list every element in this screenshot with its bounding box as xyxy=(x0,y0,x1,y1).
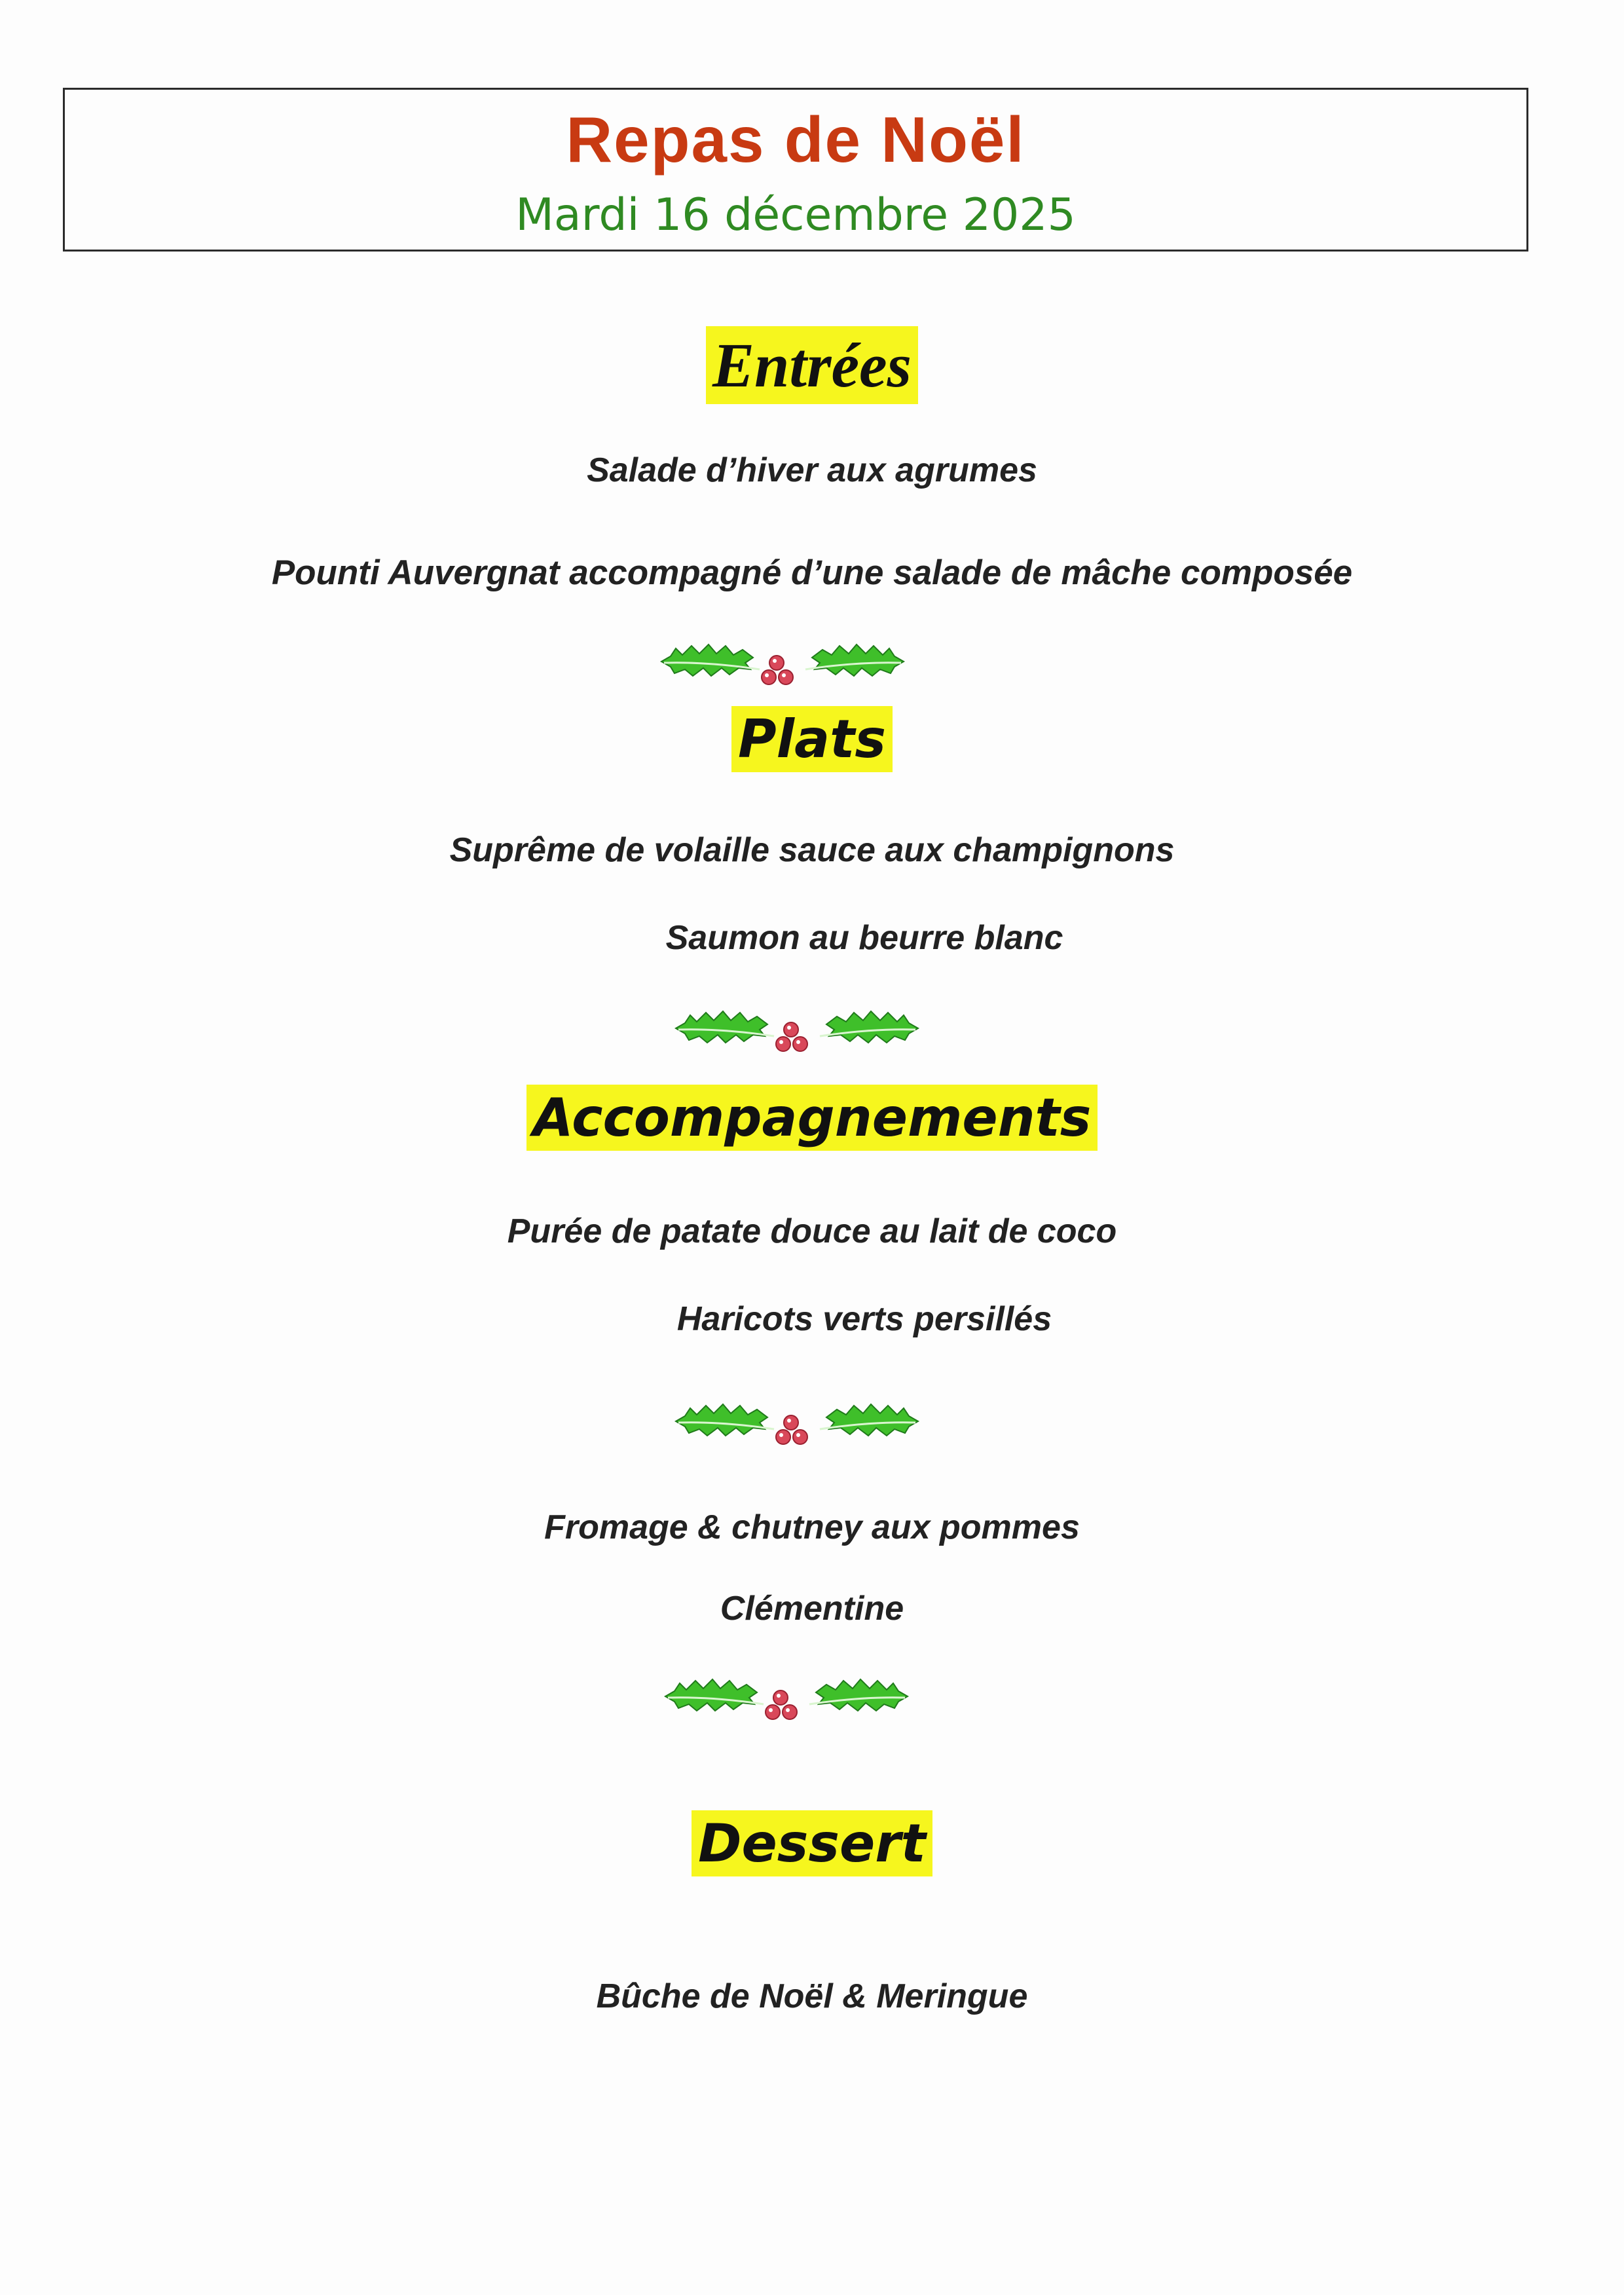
menu-item: Fromage & chutney aux pommes xyxy=(544,1508,1080,1546)
holly-icon xyxy=(669,1375,925,1454)
header-box xyxy=(63,88,1528,252)
holly-icon xyxy=(669,982,925,1061)
section-heading-dessert xyxy=(0,1810,1624,1876)
menu-item: Saumon au beurre blanc xyxy=(665,919,1063,957)
menu-item: Clémentine xyxy=(720,1590,904,1628)
menu-item: Pounti Auvergnat accompagné d’une salade de mâche composée xyxy=(271,553,1353,592)
menu-item: Suprême de volaille sauce aux champignons xyxy=(449,831,1175,869)
heading-plats: Plats xyxy=(731,706,893,772)
menu-item: Purée de patate douce au lait de coco xyxy=(507,1212,1117,1250)
page-title: Repas de Noël xyxy=(566,103,1025,176)
menu-item: Salade d’hiver aux agrumes xyxy=(587,451,1037,489)
section-heading-entrees xyxy=(0,326,1624,404)
heading-accompagnements: Accompagnements xyxy=(526,1085,1098,1151)
menu-item: Haricots verts persillés xyxy=(676,1300,1052,1338)
holly-icon xyxy=(659,1651,914,1729)
page-date: Mardi 16 décembre 2025 xyxy=(515,189,1076,241)
menu-item: Bûche de Noël & Meringue xyxy=(596,1977,1028,2015)
heading-dessert: Dessert xyxy=(692,1810,932,1876)
holly-icon xyxy=(655,616,910,694)
section-heading-accompagnements xyxy=(0,1085,1624,1151)
section-heading-plats xyxy=(0,706,1624,772)
heading-entrees: Entrées xyxy=(706,326,918,404)
